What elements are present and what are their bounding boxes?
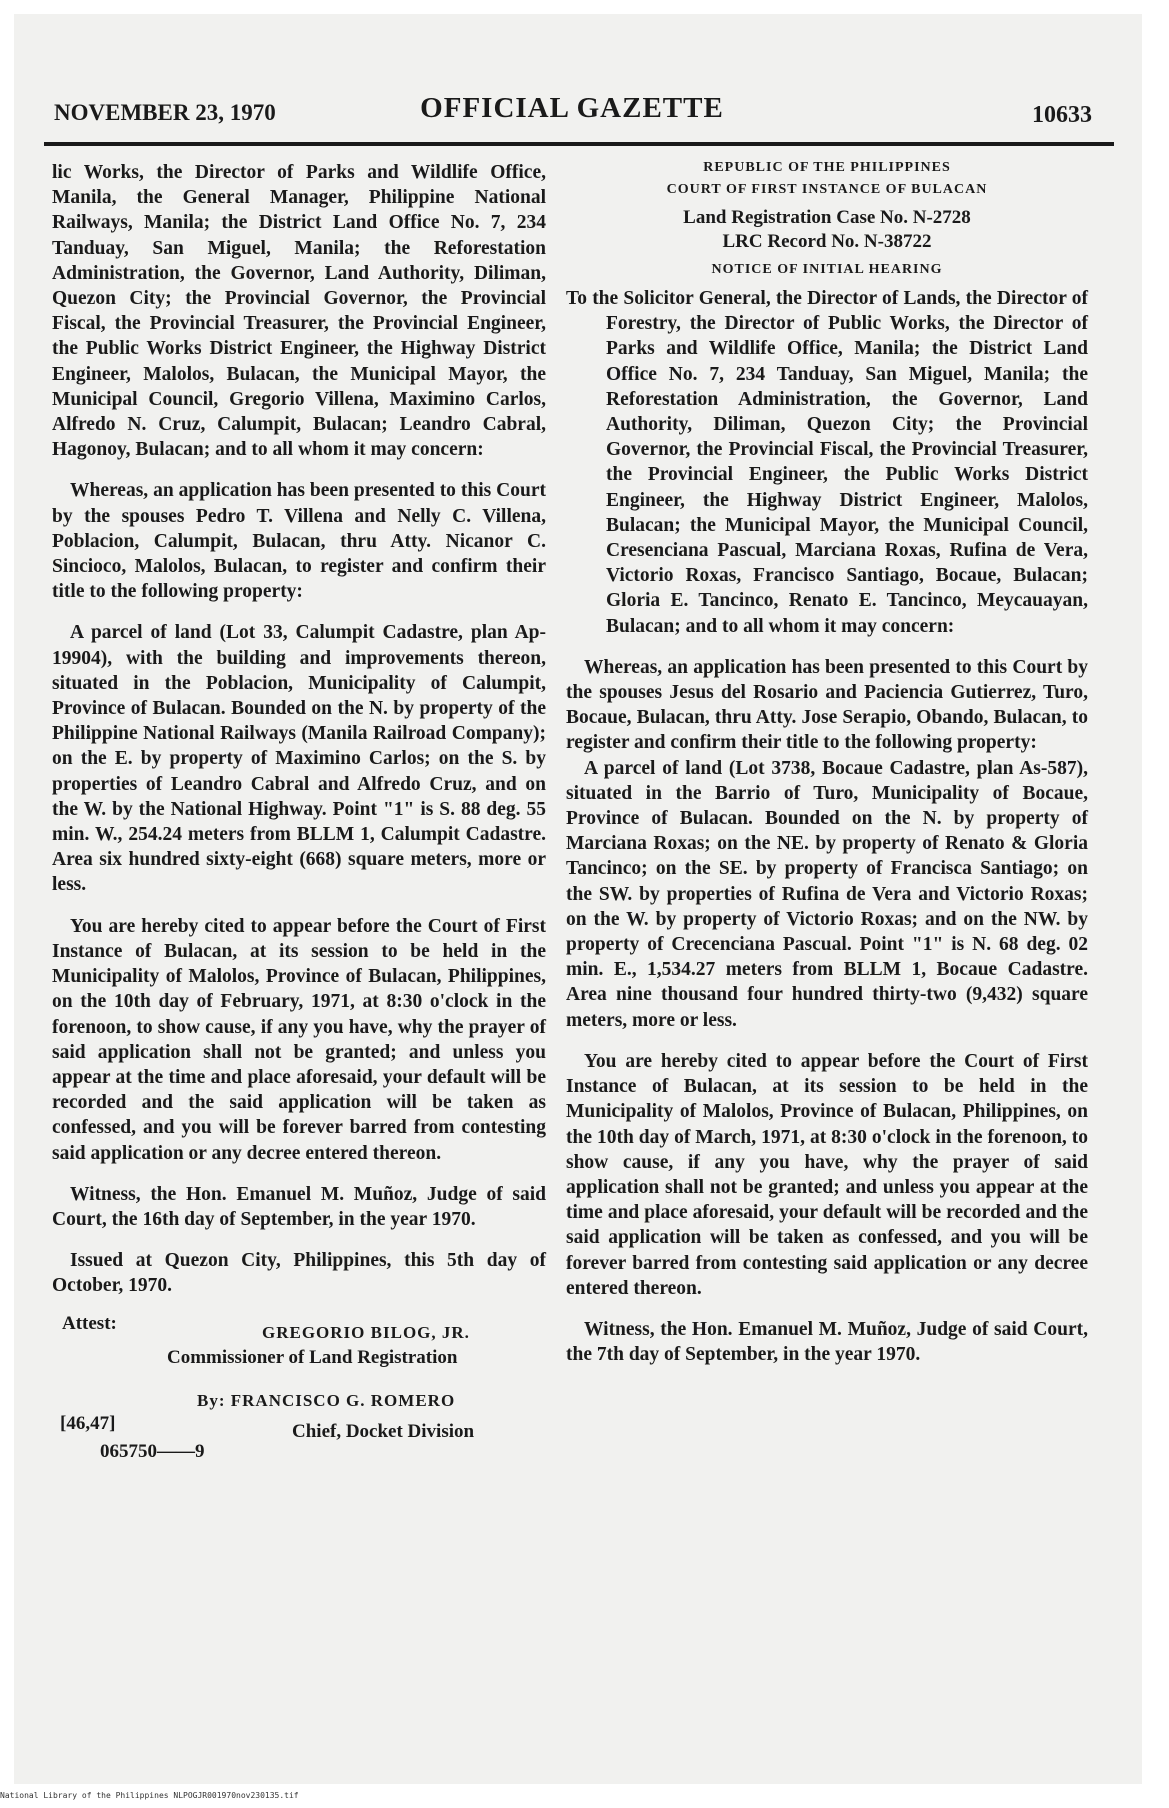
gazette-page xyxy=(14,14,1142,1784)
docket-chief-title: Chief, Docket Division xyxy=(292,1420,475,1442)
attest-label: Attest: xyxy=(62,1312,117,1334)
page-header xyxy=(42,88,1102,138)
witness-paragraph-right: Witness, the Hon. Emanuel M. Muñoz, Judge of said Court, the 7th day of September, in the year 1970. xyxy=(566,1318,1088,1366)
left-column xyxy=(52,160,546,1483)
issue-reference: [46,47] xyxy=(60,1412,116,1434)
whereas-paragraph: Whereas, an application has been presented to this Court by the spouses Pedro T. Villena and Nelly C. Villena, Poblacion, Calumpit, Bulacan, thru Atty. Nicanor C. Sincioco, Malolos, Bulacan, to register and confirm their title to the following property: xyxy=(52,480,546,603)
page-number: 10633 xyxy=(1032,102,1092,128)
continued-recipients: lic Works, the Director of Parks and Wildlife Office, Manila, the General Manager, Philippine National Railways, Manila; the District Land Office No. 7, 234 Tanduay, San Miguel, Manila; the Reforestation Administration, the Governor, Land Authority, Diliman, Quezon City; the Provincial Governor, the Provincial Fiscal, the Provincial Treasurer, the Provincial Engineer, the Public Works District Engineer, the Highway District Engineer, Malolos, Bulacan, the Municipal Mayor, the Municipal Council, Gregorio Villena, Maximino Carlos, Alfredo N. Cruz, Calumpit, Bulacan; Leandro Cabral, Hagonoy, Bulacan; and to all whom it may concern: xyxy=(52,162,546,461)
scan-credit: National Library of the Philippines NLPOGJR001970nov230135.tif xyxy=(0,1791,299,1800)
whereas-paragraph-right: Whereas, an application has been presented to this Court by the spouses Jesus del Rosario and Paciencia Gutierrez, Turo, Bocaue, Bulacan, thru Atty. Jose Serapio, Obando, Bulacan, to register and confirm their title to the following property: xyxy=(566,656,1088,754)
notice-title: NOTICE OF INITIAL HEARING xyxy=(711,262,943,277)
witness-paragraph: Witness, the Hon. Emanuel M. Muñoz, Judge of said Court, the 16th day of September, in the year 1970. xyxy=(52,1183,546,1230)
property-description: A parcel of land (Lot 33, Calumpit Cadastre, plan Ap-19904), with the building and improvements thereon, situated in the Poblacion, Municipality of Calumpit, Province of Bulacan. Bounded on the N. by property of the Philippine National Railways (Manila Railroad Company); on the E. by property of Maximino Carlos; on the S. by properties of Leandro Cabral and Alfredo Cruz, and on the W. by the National Highway. Point "1" is S. 88 deg. 55 min. W., 254.24 meters from BLLM 1, Calumpit Cadastre. Area six hundred sixty-eight (668) square meters, more or less. xyxy=(52,622,546,896)
notice-code: 065750——9 xyxy=(100,1440,205,1462)
issued-paragraph: Issued at Quezon City, Philippines, this 5th day of October, 1970. xyxy=(52,1250,546,1297)
attest-block xyxy=(52,1313,546,1369)
recipients-paragraph: To the Solicitor General, the Director of Lands, the Director of Forestry, the Director of Public Works, the Director of Parks and Wildlife Office, Manila; the District Land Office No. 7, 234 Tanduay, San Miguel, Manila; the Reforestation Administration, the Governor, Land Authority, Diliman, Quezon City; the Provincial Governor, the Provincial Fiscal, the Provincial Treasurer, the Provincial Engineer, the Public Works District Engineer, the Highway District Engineer, Malolos, Bulacan; the Municipal Mayor, the Municipal Council, Cresenciana Pascual, Marciana Roxas, Rufina de Vera, Victorio Roxas, Francisco Santiago, Bocaue, Bulacan; Gloria E. Tancinco, Renato E. Tancinco, Meycauayan, Bulacan; and to all whom it may concern: xyxy=(566,288,1088,637)
case-number: Land Registration Case No. N-2728 xyxy=(683,207,971,228)
issue-date: NOVEMBER 23, 1970 xyxy=(54,100,276,125)
header-rule xyxy=(44,142,1114,146)
lrc-record-number: LRC Record No. N-38722 xyxy=(722,231,932,252)
publication-title: OFFICIAL GAZETTE xyxy=(420,92,724,124)
commissioner-name: GREGORIO BILOG, JR. xyxy=(262,1322,470,1342)
citation-paragraph: You are hereby cited to appear before the Court of First Instance of Bulacan, at its session to be held in the Municipality of Malolos, Province of Bulacan, Philippines, on the 10th day of February, 1971, at 8:30 o'clock in the forenoon, to show cause, if any you have, why the prayer of said application shall not be granted; and unless you appear at the time and place aforesaid, your default will be recorded and the said application will be taken as confessed, and you will be forever barred from contesting said application or any decree entered thereon. xyxy=(52,915,546,1164)
court-heading: COURT OF FIRST INSTANCE OF BULACAN xyxy=(666,182,988,197)
property-description-right: A parcel of land (Lot 3738, Bocaue Cadastre, plan As-587), situated in the Barrio of Turo, Municipality of Bocaue, Province of Bulacan. Bounded on the N. by property of Marciana Roxas; on the NE. by property of Renato & Gloria Tancinco; on the SE. by property of Francisca Santiago; on the SW. by properties of Rufina de Vera and Victorio Roxas; on the W. by property of Victorio Roxas; and on the NW. by property of Crecenciana Pascual. Point "1" is N. 68 deg. 02 min. E., 1,534.27 meters from BLLM 1, Bocaue Cadastre. Area nine thousand four hundred thirty-two (9,432) square meters, more or less. xyxy=(566,757,1088,1031)
signatory-block xyxy=(52,1391,546,1483)
commissioner-title: Commissioner of Land Registration xyxy=(167,1346,458,1368)
citation-paragraph-right: You are hereby cited to appear before the Court of First Instance of Bulacan, at its session to be held in the Municipality of Malolos, Province of Bulacan, Philippines, on the 10th day of March, 1971, at 8:30 o'clock in the forenoon, to show cause, if any you have, why the prayer of said application shall not be granted; and unless you appear at the time and place aforesaid, your default will be recorded and the said application will be taken as confessed, and you will be forever barred from contesting said application or any decree entered thereon. xyxy=(566,1050,1088,1299)
docket-chief-name: By: FRANCISCO G. ROMERO xyxy=(197,1390,456,1410)
republic-heading: REPUBLIC OF THE PHILIPPINES xyxy=(703,160,951,175)
right-column xyxy=(566,160,1088,1367)
